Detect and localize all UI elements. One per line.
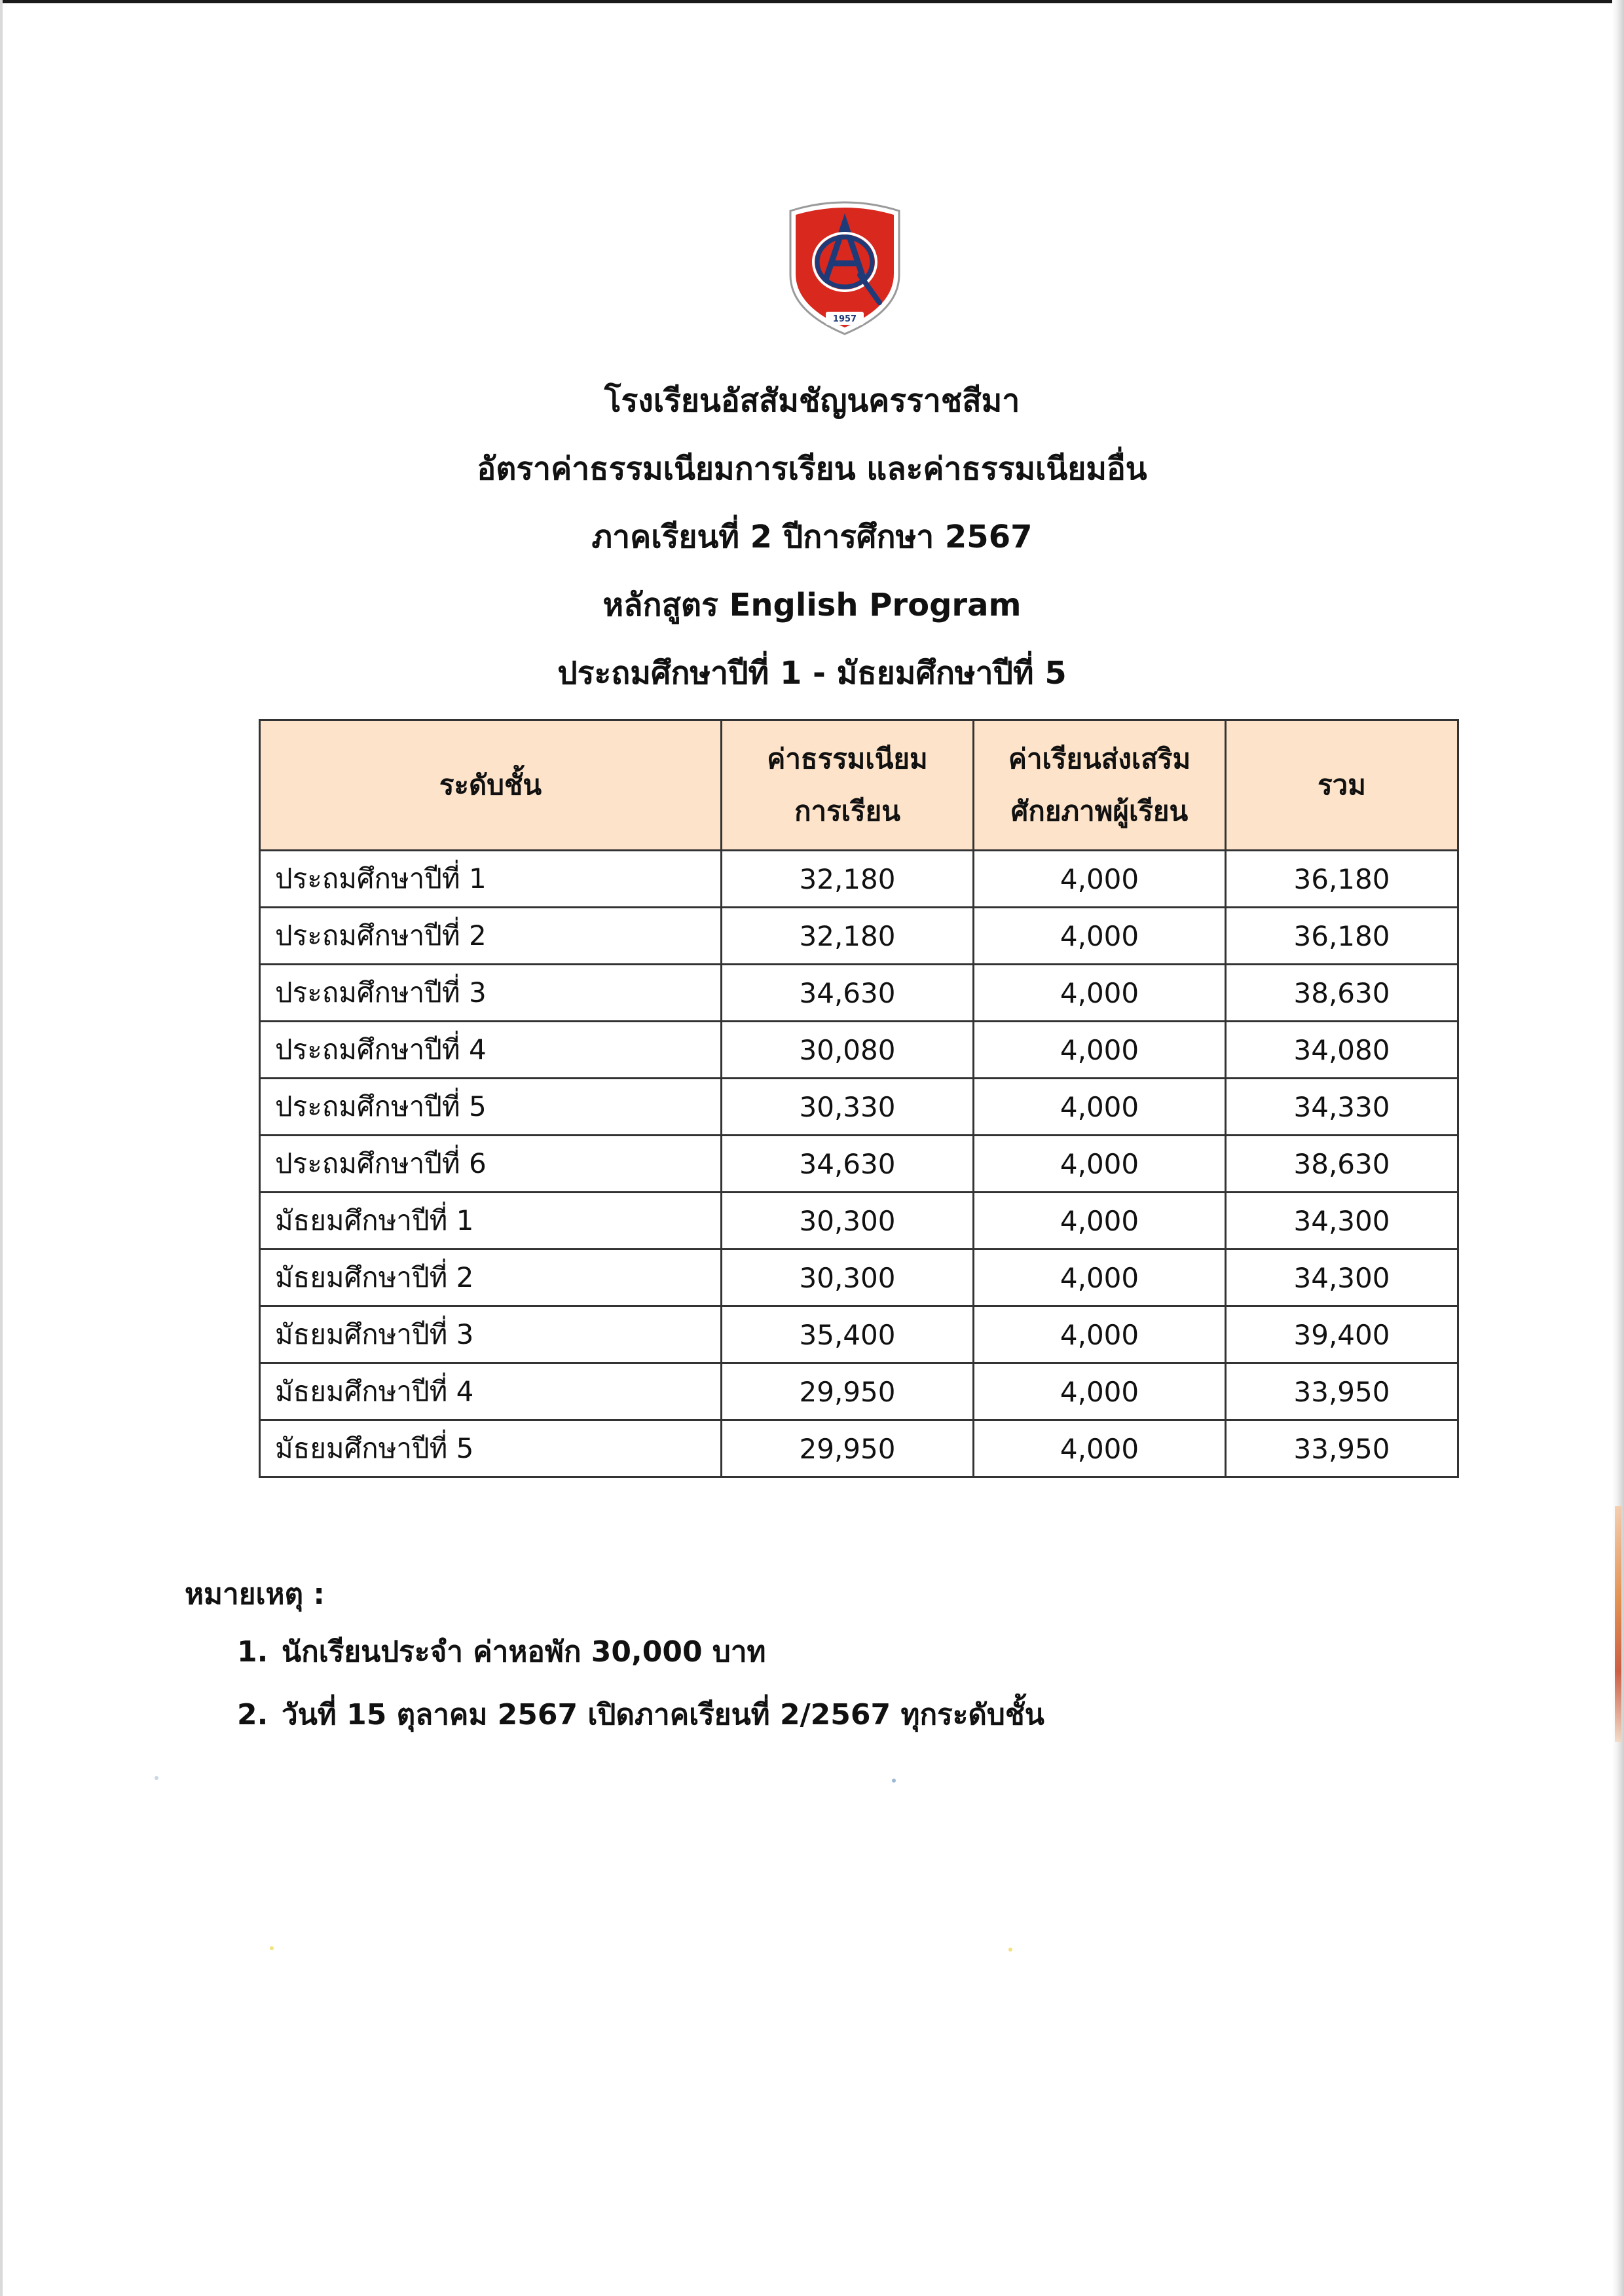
- total-cell: 36,180: [1226, 908, 1458, 965]
- scan-edge-left: [0, 0, 3, 2296]
- semester-line: ภาคเรียนที่ 2 ปีการศึกษา 2567: [591, 519, 1033, 555]
- scan-speck: [155, 1776, 158, 1780]
- fee-table: [259, 719, 1459, 1478]
- program-line: หลักสูตร English Program: [602, 587, 1022, 623]
- header-total: รวม: [1226, 720, 1458, 851]
- tuition-cell: 30,080: [722, 1022, 974, 1079]
- total-cell: 34,330: [1226, 1079, 1458, 1136]
- tuition-cell: 30,300: [722, 1250, 974, 1306]
- school-name: โรงเรียนอัสสัมชัญนครราชสีมา: [604, 382, 1020, 419]
- scan-speck: [270, 1946, 274, 1950]
- notes-list: [185, 1621, 1429, 1747]
- table-row: [260, 1306, 1458, 1363]
- enrichment-cell: 4,000: [974, 965, 1226, 1022]
- total-cell: 34,300: [1226, 1250, 1458, 1306]
- header-level: ระดับชั้น: [260, 720, 722, 851]
- enrichment-cell: 4,000: [974, 1420, 1226, 1477]
- note-number: 2.: [237, 1698, 268, 1731]
- level-cell: ประถมศึกษาปีที่ 3: [260, 965, 722, 1022]
- grade-range-line: ประถมศึกษาปีที่ 1 - มัธยมศึกษาปีที่ 5: [557, 655, 1067, 692]
- level-cell: ประถมศึกษาปีที่ 6: [260, 1136, 722, 1193]
- level-cell: มัธยมศึกษาปีที่ 5: [260, 1420, 722, 1477]
- enrichment-cell: 4,000: [974, 1363, 1226, 1420]
- total-cell: 33,950: [1226, 1363, 1458, 1420]
- enrichment-cell: 4,000: [974, 1250, 1226, 1306]
- table-row: [260, 1250, 1458, 1306]
- enrichment-cell: 4,000: [974, 1022, 1226, 1079]
- table-row: [260, 1193, 1458, 1250]
- scan-speck: [892, 1779, 896, 1783]
- scan-color-mark: [1615, 1506, 1621, 1742]
- table-row: [260, 1363, 1458, 1420]
- header-tuition: ค่าธรรมเนียม การเรียน: [722, 720, 974, 851]
- enrichment-cell: 4,000: [974, 908, 1226, 965]
- level-cell: ประถมศึกษาปีที่ 4: [260, 1022, 722, 1079]
- logo-year: 1957: [832, 314, 857, 324]
- note-item: [185, 1621, 1429, 1684]
- level-cell: ประถมศึกษาปีที่ 1: [260, 851, 722, 908]
- fee-title: อัตราค่าธรรมเนียมการเรียน และค่าธรรมเนียมอื่น: [477, 451, 1147, 487]
- total-cell: 33,950: [1226, 1420, 1458, 1477]
- level-cell: ประถมศึกษาปีที่ 2: [260, 908, 722, 965]
- tuition-cell: 34,630: [722, 965, 974, 1022]
- level-cell: มัธยมศึกษาปีที่ 3: [260, 1306, 722, 1363]
- table-row: [260, 1022, 1458, 1079]
- scan-edge-top: [0, 0, 1624, 3]
- enrichment-cell: 4,000: [974, 1193, 1226, 1250]
- tuition-cell: 30,330: [722, 1079, 974, 1136]
- total-cell: 36,180: [1226, 851, 1458, 908]
- header-enrichment: ค่าเรียนส่งเสริม ศักยภาพผู้เรียน: [974, 720, 1226, 851]
- tuition-cell: 35,400: [722, 1306, 974, 1363]
- notes-heading: หมายเหตุ :: [185, 1578, 325, 1611]
- enrichment-cell: 4,000: [974, 851, 1226, 908]
- tuition-cell: 29,950: [722, 1420, 974, 1477]
- table-row: [260, 1136, 1458, 1193]
- total-cell: 38,630: [1226, 965, 1458, 1022]
- total-cell: 38,630: [1226, 1136, 1458, 1193]
- level-cell: มัธยมศึกษาปีที่ 2: [260, 1250, 722, 1306]
- note-text: นักเรียนประจำ ค่าหอพัก 30,000 บาท: [282, 1635, 766, 1669]
- table-row: [260, 1079, 1458, 1136]
- note-item: [185, 1684, 1429, 1747]
- scan-speck: [1008, 1948, 1012, 1952]
- note-text: วันที่ 15 ตุลาคม 2567 เปิดภาคเรียนที่ 2/2567 ทุกระดับชั้น: [282, 1698, 1044, 1731]
- notes-section: [185, 1568, 1429, 1747]
- level-cell: ประถมศึกษาปีที่ 5: [260, 1079, 722, 1136]
- tuition-cell: 29,950: [722, 1363, 974, 1420]
- tuition-cell: 34,630: [722, 1136, 974, 1193]
- tuition-cell: 32,180: [722, 908, 974, 965]
- table-row: [260, 965, 1458, 1022]
- enrichment-cell: 4,000: [974, 1079, 1226, 1136]
- table-header-row: [260, 720, 1458, 851]
- table-row: [260, 908, 1458, 965]
- tuition-cell: 32,180: [722, 851, 974, 908]
- level-cell: มัธยมศึกษาปีที่ 1: [260, 1193, 722, 1250]
- school-logo: [783, 196, 907, 337]
- table-row: [260, 1420, 1458, 1477]
- total-cell: 39,400: [1226, 1306, 1458, 1363]
- tuition-cell: 30,300: [722, 1193, 974, 1250]
- table-row: [260, 851, 1458, 908]
- total-cell: 34,080: [1226, 1022, 1458, 1079]
- scan-edge-right: [1612, 0, 1624, 2296]
- enrichment-cell: 4,000: [974, 1306, 1226, 1363]
- total-cell: 34,300: [1226, 1193, 1458, 1250]
- level-cell: มัธยมศึกษาปีที่ 4: [260, 1363, 722, 1420]
- document-titles: [0, 367, 1624, 707]
- note-number: 1.: [237, 1635, 268, 1669]
- enrichment-cell: 4,000: [974, 1136, 1226, 1193]
